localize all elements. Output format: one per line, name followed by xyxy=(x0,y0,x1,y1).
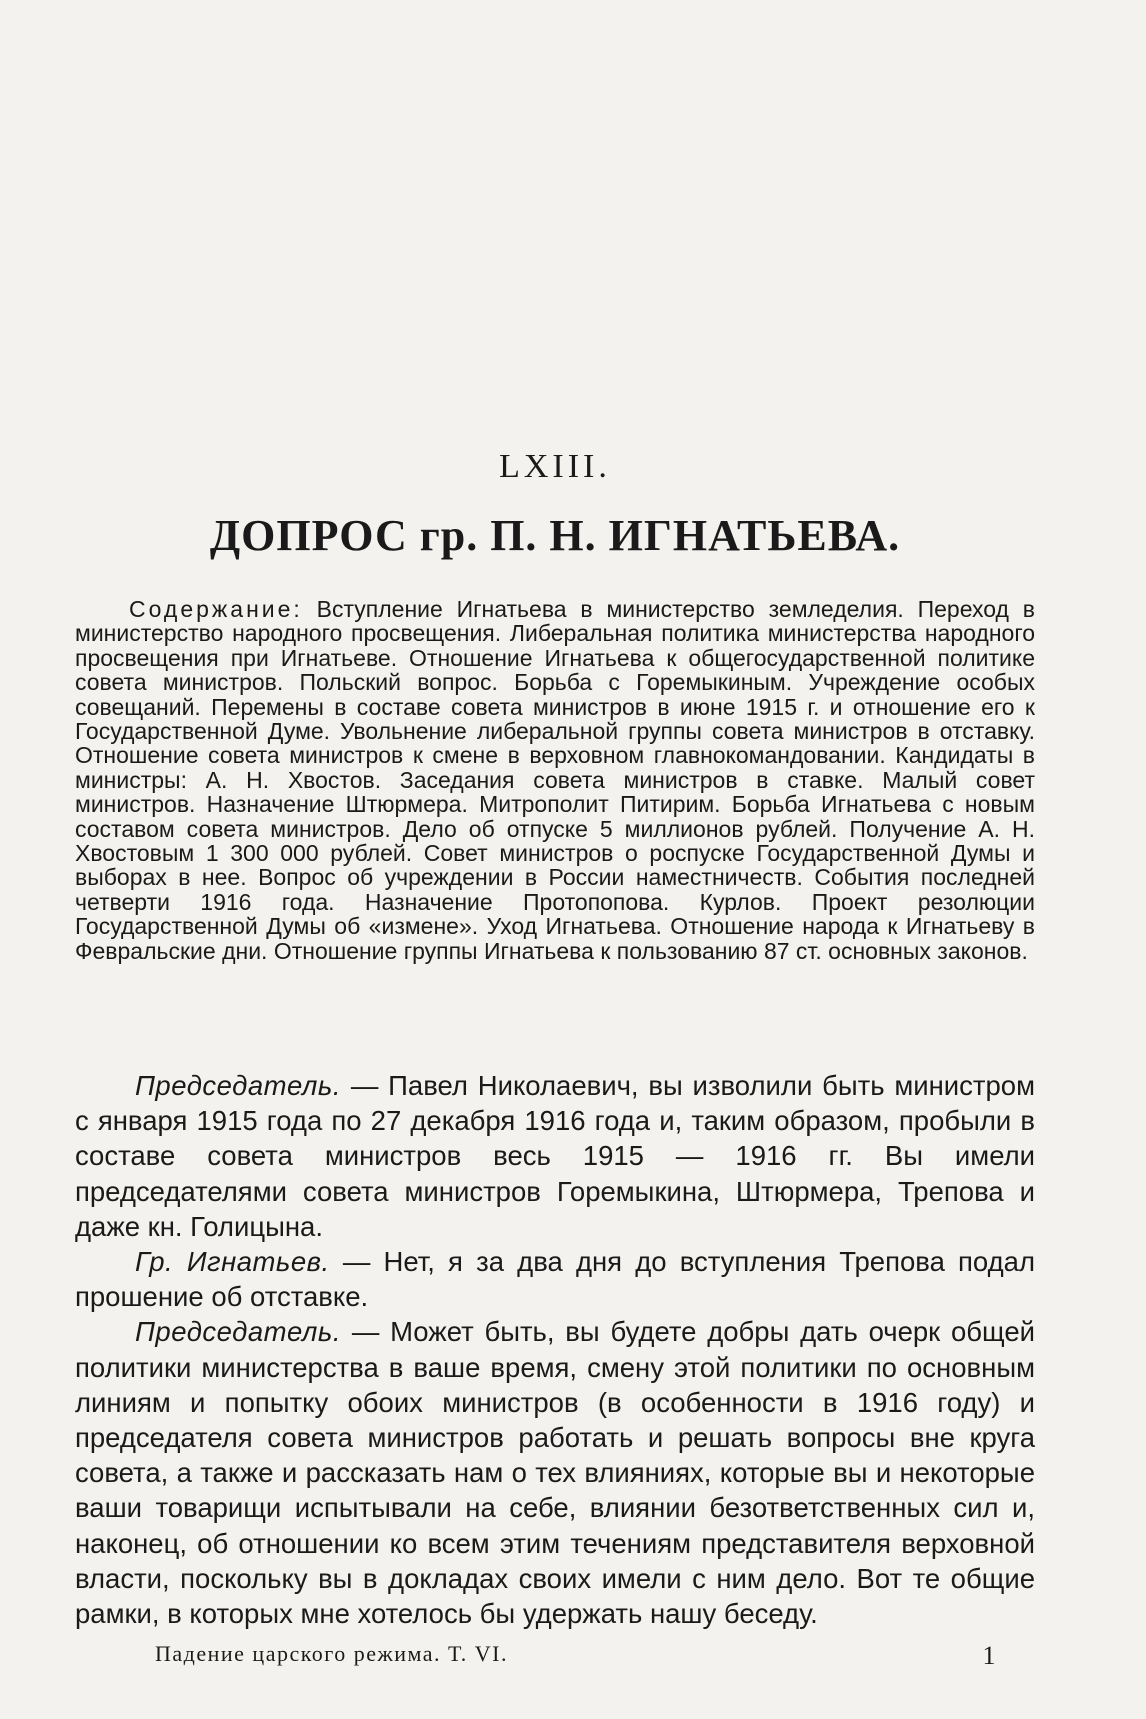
speech-text: — Может быть, вы будете добры дать очерк общей политики министерства в ваше время, смену этой политики по основным линиям и попытку обоих министров (в особенности в 1916 году) и председателя совета министров работать и решать вопросы вне круга совета, а также и рассказать нам о тех влияниях, которые вы и некоторые ваши товарищи испытывали на себе, влиянии безответственных сил и, наконец, об отношении ко всем этим течениям представителя верховной власти, поскольку вы в докладах своих имели с ним дело. Вот те общие рамки, в которых мне хотелось бы удержать нашу беседу. xyxy=(75,1316,1035,1630)
speech-text: — Павел Николаевич, вы изволили быть министром с января 1915 года по 27 декабря 1916 года и, таким образом, пробыли в составе совета министров весь 1915 — 1916 гг. Вы имели председателями совета министров Горемыкина, Штюрмера, Трепова и даже кн. Голицына. xyxy=(75,1070,1035,1242)
dialogue-paragraph xyxy=(75,1068,1035,1244)
contents-text: Вступление Игнатьева в министерство земледелия. Переход в министерство народного просвещения. Либеральная политика министерства народного просвещения при Игнатьеве. Отношение Игнатьева к общегосударственной политике совета министров. Польский вопрос. Борьба с Горемыкиным. Учреждение особых совещаний. Перемены в составе совета министров в июне 1915 г. и отношение его к Государственной Думе. Увольнение либеральной группы совета министров в отставку. Отношение совета министров к смене в верховном главнокомандовании. Кандидаты в министры: А. Н. Хвостов. Заседания совета министров в ставке. Малый совет министров. Назначение Штюрмера. Митрополит Питирим. Борьба Игнатьева с новым составом совета министров. Дело об отпуске 5 миллионов рублей. Получение А. Н. Хвостовым 1 300 000 рублей. Совет министров о роспуске Государственной Думы и выборах в нее. Вопрос об учреждении в России наместничеств. События последней четверти 1916 года. Назначение Протопопова. Курлов. Проект резолюции Государственной Думы об «измене». Уход Игнатьева. Отношение народа к Игнатьеву в Февральские дни. Отношение группы Игнатьева к пользованию 87 ст. основных законов. xyxy=(75,596,1036,964)
contents-label: Содержание: xyxy=(129,596,303,622)
interrogation-dialogue xyxy=(75,1068,1035,1631)
dialogue-paragraph xyxy=(75,1244,1035,1314)
document-page xyxy=(75,0,1035,1719)
chapter-number: LXIII. xyxy=(499,448,611,485)
page-number: 1 xyxy=(982,1641,997,1670)
chapter-title: ДОПРОС гр. П. Н. ИГНАТЬЕВА. xyxy=(209,511,901,560)
page-footer xyxy=(155,1641,1035,1673)
contents-summary xyxy=(75,597,1035,963)
speaker-name: Гр. Игнатьев. xyxy=(135,1246,330,1278)
speech-text: — Нет, я за два дня до вступления Трепова подал прошение об отставке. xyxy=(75,1246,1035,1313)
speaker-name: Председатель. xyxy=(135,1070,342,1101)
book-title: Падение царского режима. Т. VI. xyxy=(155,1641,508,1666)
speaker-name: Председатель. xyxy=(135,1316,342,1348)
dialogue-paragraph xyxy=(75,1314,1035,1631)
